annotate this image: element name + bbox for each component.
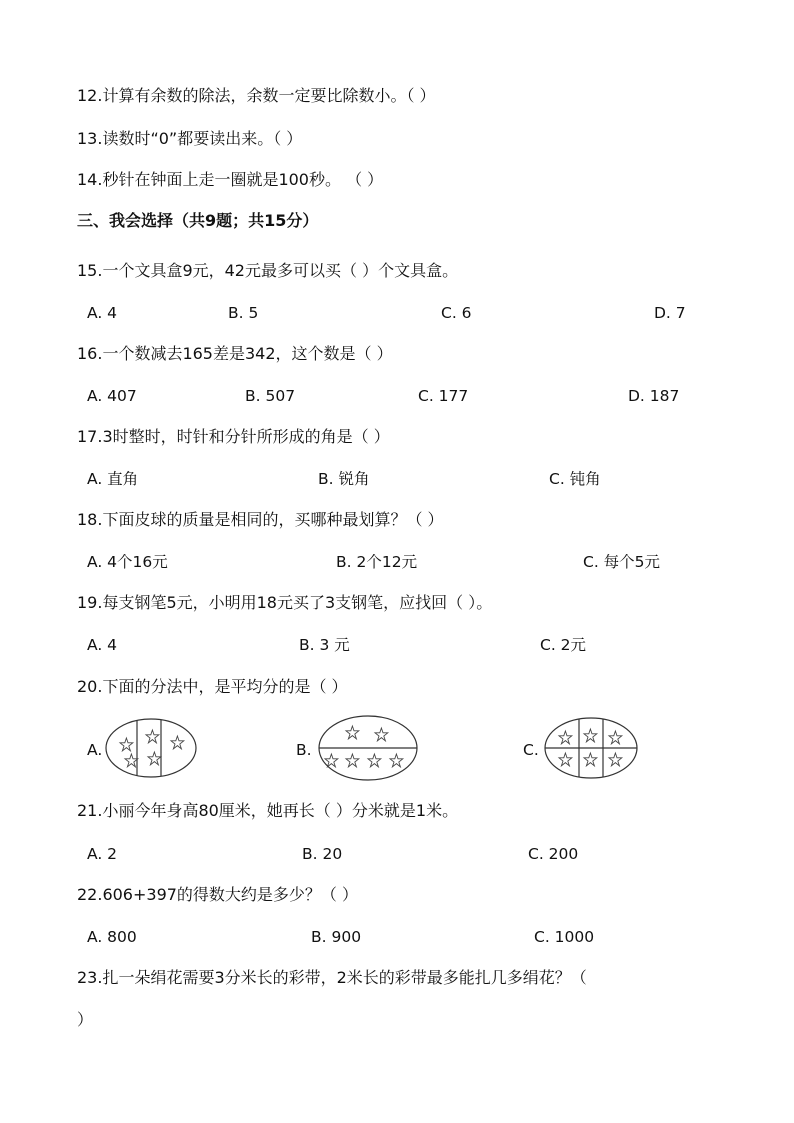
q19-option-a: A. 4 — [87, 636, 118, 654]
q17-option-a: A. 直角 — [87, 470, 139, 488]
star-icons — [120, 730, 184, 767]
q20-option-a-label: A. — [87, 741, 103, 759]
question-20: 20.下面的分法中，是平均分的是（ ） — [77, 677, 348, 696]
q17-option-c: C. 钝角 — [549, 470, 601, 488]
question-23: 23.扎一朵绢花需要3分米长的彩带，2米长的彩带最多能扎几多绢花？（ — [77, 968, 587, 987]
question-12: 12.计算有余数的除法，余数一定要比除数小。（ ） — [77, 86, 436, 105]
question-21: 21.小丽今年身高80厘米，她再长（ ）分米就是1米。 — [77, 801, 459, 820]
q19-option-c: C. 2元 — [540, 636, 587, 654]
q21-option-b: B. 20 — [302, 845, 343, 863]
section-heading: 三、我会选择（共9题；共15分） — [77, 211, 319, 230]
q22-option-a: A. 800 — [87, 928, 137, 946]
q16-option-a: A. 407 — [87, 387, 137, 405]
q21-option-c: C. 200 — [528, 845, 579, 863]
q20-figure-b — [317, 714, 419, 782]
q22-option-c: C. 1000 — [534, 928, 595, 946]
q18-option-c: C. 每个5元 — [583, 553, 661, 571]
q17-option-b: B. 锐角 — [318, 470, 370, 488]
question-18: 18.下面皮球的质量是相同的，买哪种最划算？（ ） — [77, 510, 444, 529]
q16-option-d: D. 187 — [628, 387, 680, 405]
q22-option-b: B. 900 — [311, 928, 362, 946]
question-19: 19.每支钢笔5元，小明用18元买了3支钢笔，应找回（ ）。 — [77, 593, 493, 612]
q20-option-b-label: B. — [296, 741, 312, 759]
q20-figure-a — [104, 716, 198, 780]
question-13: 13.读数时“0”都要读出来。（ ） — [77, 129, 303, 148]
q15-option-c: C. 6 — [441, 304, 472, 322]
q21-option-a: A. 2 — [87, 845, 118, 863]
q15-option-a: A. 4 — [87, 304, 118, 322]
q19-option-b: B. 3 元 — [299, 636, 350, 654]
q15-option-b: B. 5 — [228, 304, 259, 322]
q20-figure-c — [543, 715, 639, 781]
question-17: 17.3时整时，时针和分针所形成的角是（ ） — [77, 427, 390, 446]
q18-option-b: B. 2个12元 — [336, 553, 418, 571]
question-23-continued: ） — [77, 1010, 94, 1029]
question-14: 14.秒针在钟面上走一圈就是100秒。 （ ） — [77, 170, 384, 189]
question-16: 16.一个数减去165差是342，这个数是（ ） — [77, 344, 393, 363]
q16-option-b: B. 507 — [245, 387, 296, 405]
question-15: 15.一个文具盒9元，42元最多可以买（ ）个文具盒。 — [77, 261, 459, 280]
q15-option-d: D. 7 — [654, 304, 686, 322]
question-22: 22.606+397的得数大约是多少？（ ） — [77, 885, 359, 904]
q20-option-c-label: C. — [523, 741, 539, 759]
q18-option-a: A. 4个16元 — [87, 553, 168, 571]
q16-option-c: C. 177 — [418, 387, 469, 405]
star-icons — [325, 726, 403, 767]
